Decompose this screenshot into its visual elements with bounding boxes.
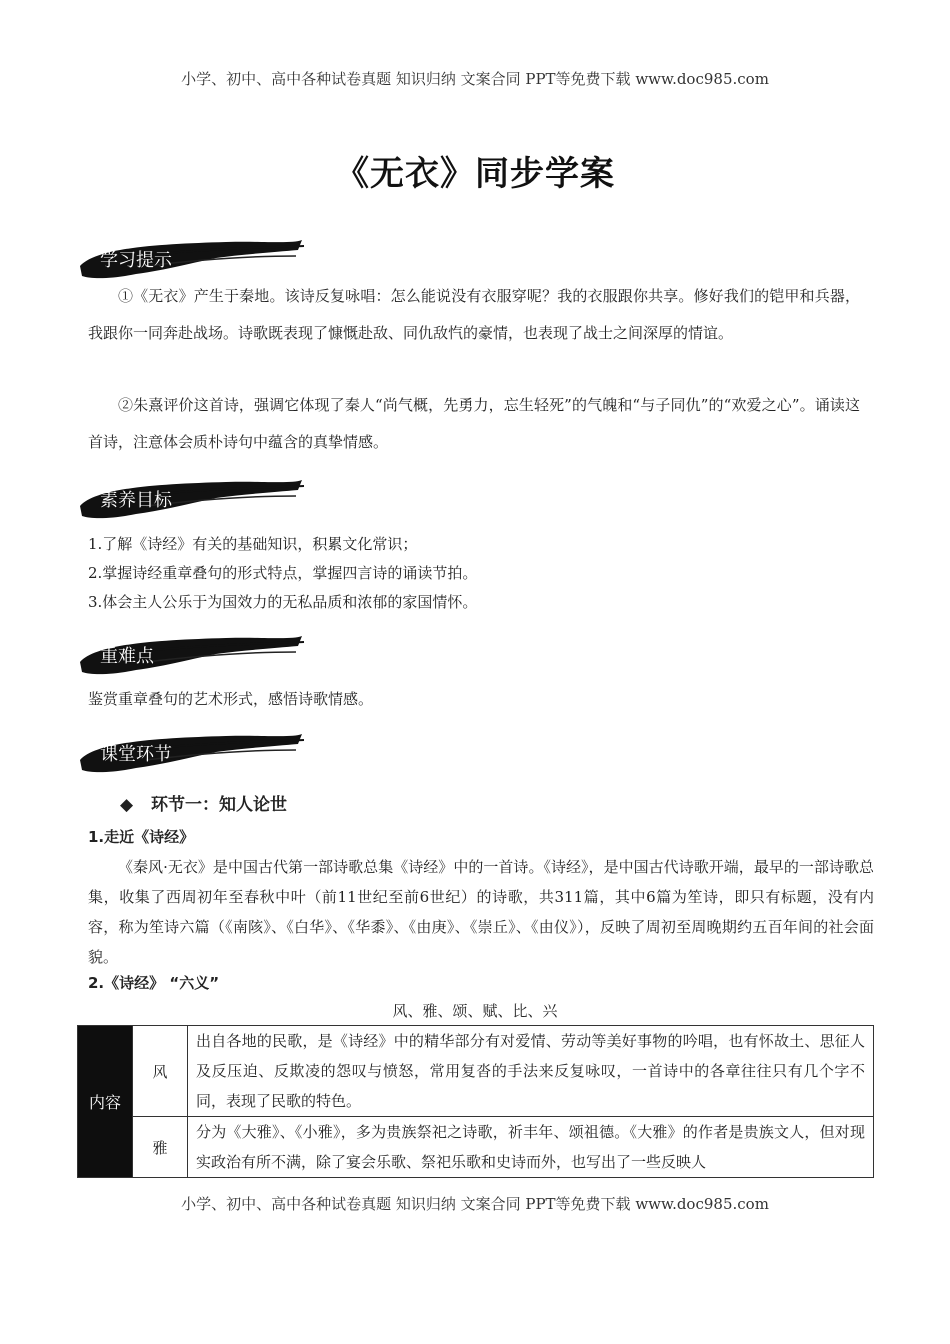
section-banner-tips <box>76 236 306 282</box>
link-heading <box>120 790 287 815</box>
page-footer: 小学、初中、高中各种试卷真题 知识归纳 文案合同 PPT等免费下载 www.doc985.com <box>181 1195 769 1213</box>
section-banner-class <box>76 730 306 776</box>
table-row-name: 风 <box>133 1026 188 1117</box>
tips-paragraph-1: ①《无衣》产生于秦地。该诗反复咏唱：怎么能说没有衣服穿呢？我的衣服跟你共享。修好我们的铠甲和兵器，我跟你一同奔赴战场。诗歌既表现了慷慨赴敌、同仇敌忾的豪情，也表现了战士之间深厚的情谊。 <box>88 287 860 342</box>
table-row-name: 雅 <box>133 1117 188 1178</box>
section-title-goals: 素养目标 <box>100 490 172 511</box>
item1-title: 1.走近《诗经》 <box>88 828 195 846</box>
table-row <box>78 1117 874 1178</box>
key-point-text: 鉴赏重章叠句的艺术形式，感悟诗歌情感。 <box>88 690 374 708</box>
link-title: 环节一：知人论世 <box>151 795 287 815</box>
goal-item: 3.体会主人公乐于为国效力的无私品质和浓郁的家国情怀。 <box>88 593 478 611</box>
six-principles-table <box>77 1025 874 1178</box>
section-banner-goals <box>76 476 306 522</box>
table-group-label: 内容 <box>78 1026 133 1178</box>
section-banner-key <box>76 632 306 678</box>
page-title: 《无衣》同步学案 <box>335 154 615 194</box>
item2-title: 2.《诗经》 “六义” <box>88 974 220 992</box>
section-title-class: 课堂环节 <box>100 744 172 765</box>
diamond-bullet-icon: ◆ <box>120 795 134 815</box>
table-row-desc: 分为《大雅》、《小雅》，多为贵族祭祀之诗歌，祈丰年、颂祖德。《大雅》的作者是贵族文人，但对现实政治有所不满，除了宴会乐歌、祭祀乐歌和史诗而外，也写出了一些反映人 <box>188 1117 874 1178</box>
item1-text: 《秦风·无衣》是中国古代第一部诗歌总集《诗经》中的一首诗。《诗经》，是中国古代诗歌开端，最早的一部诗歌总集，收集了西周初年至春秋中叶（前11世纪至前6世纪）的诗歌，共311篇，其中6篇为笙诗，即只有标题，没有内容，称为笙诗六篇（《南陔》、《白华》、《华黍》、《由庚》、《崇丘》、《由仪》），反映了周初至周晚期约五百年间的社会面貌。 <box>88 858 874 966</box>
tips-paragraph-2: ②朱熹评价这首诗，强调它体现了秦人“尚气概，先勇力，忘生轻死”的气魄和“与子同仇”的“欢爱之心”。诵读这首诗，注意体会质朴诗句中蕴含的真挚情感。 <box>88 396 860 451</box>
section-title-tips: 学习提示 <box>100 250 172 271</box>
goal-item: 2.掌握诗经重章叠句的形式特点，掌握四言诗的诵读节拍。 <box>88 564 478 582</box>
table-row <box>78 1026 874 1117</box>
table-row-desc: 出自各地的民歌，是《诗经》中的精华部分有对爱情、劳动等美好事物的吟唱，也有怀故土、思征人及反压迫、反欺凌的怨叹与愤怒，常用复沓的手法来反复咏叹，一首诗中的各章往往只有几个字不同，表现了民歌的特色。 <box>188 1026 874 1117</box>
six-principles-caption: 风、雅、颂、赋、比、兴 <box>392 1002 558 1020</box>
section-title-key: 重难点 <box>100 646 154 667</box>
page-header: 小学、初中、高中各种试卷真题 知识归纳 文案合同 PPT等免费下载 www.doc985.com <box>181 70 769 88</box>
goal-item: 1.了解《诗经》有关的基础知识，积累文化常识； <box>88 535 418 553</box>
